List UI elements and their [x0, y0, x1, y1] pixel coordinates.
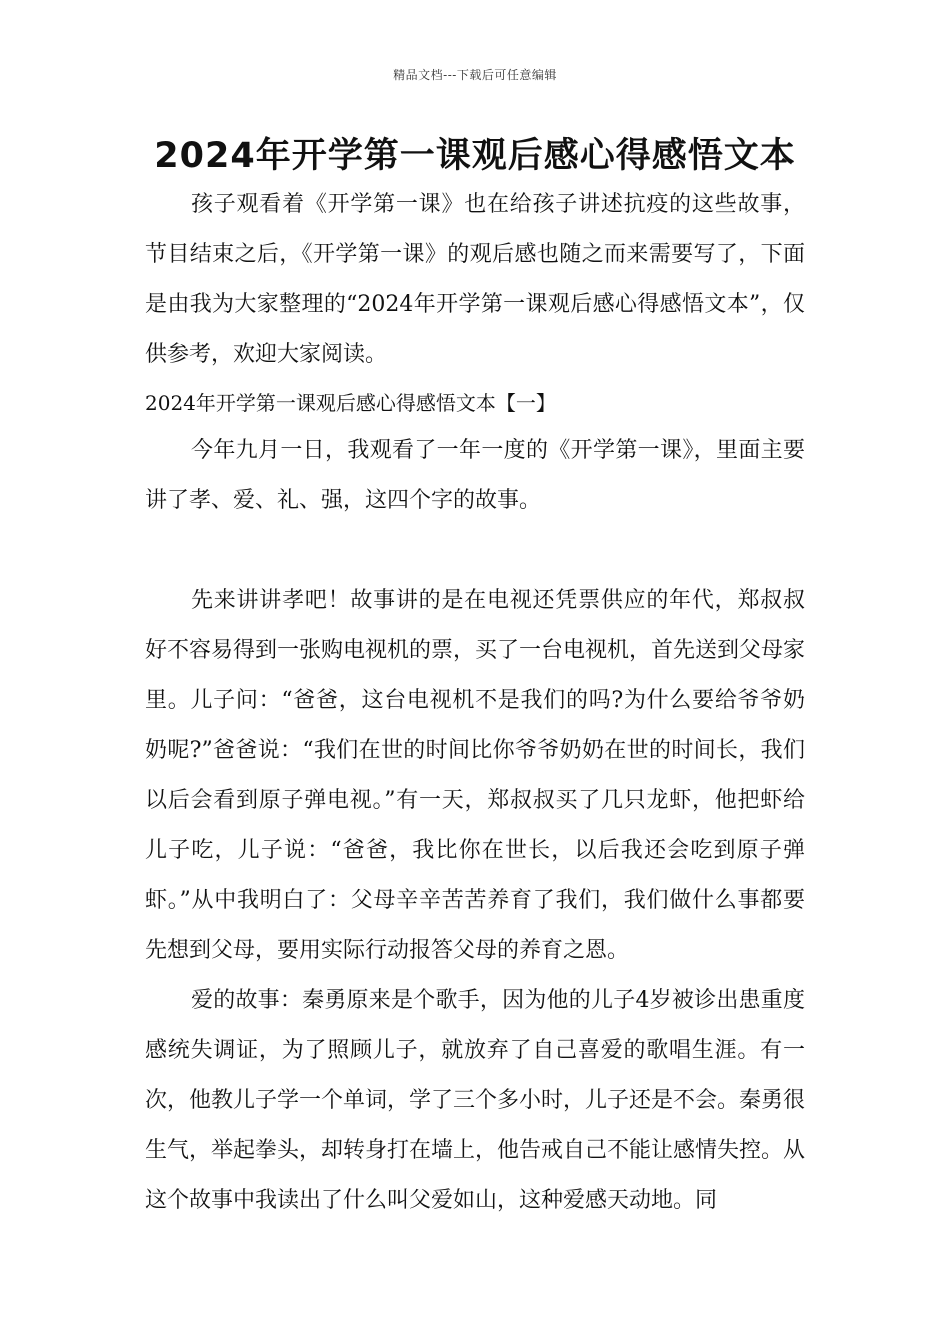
intro-paragraph: 孩子观看着《开学第一课》也在给孩子讲述抗疫的这些故事，节目结束之后，《开学第一课》的观后感也随之而来需要写了，下面是由我为大家整理的“2024年开学第一课观后感心得感悟文本”，仅供参考，欢迎大家阅读。: [145, 192, 805, 367]
body-paragraph-1: 今年九月一日，我观看了一年一度的《开学第一课》，里面主要讲了孝、爱、礼、强，这四个字的故事。: [145, 438, 805, 513]
header-note: 精品文档---下载后可任意编辑: [393, 68, 557, 82]
body-paragraph-3: 爱的故事：秦勇原来是个歌手，因为他的儿子4岁被诊出患重度感统失调证，为了照顾儿子，就放弃了自己喜爱的歌唱生涯。有一次，他教儿子学一个单词，学了三个多小时，儿子还是不会。秦勇很生气，举起拳头，却转身打在墙上，他告戒自己不能让感情失控。从这个故事中我读出了什么叫父爱如山，这种爱感天动地。同: [145, 988, 806, 1213]
section-heading: 2024年开学第一课观后感心得感悟文本【一】: [145, 391, 556, 415]
paragraph-spacer: [145, 526, 805, 576]
document-title: 2024年开学第一课观后感心得感悟文本: [154, 136, 796, 176]
document-body: [145, 180, 805, 1226]
body-paragraph-2: 先来讲讲孝吧！故事讲的是在电视还凭票供应的年代，郑叔叔好不容易得到一张购电视机的票，买了一台电视机，首先送到父母家里。儿子问：“爸爸，这台电视机不是我们的吗?为什么要给爷爷奶奶呢?”爸爸说：“我们在世的时间比你爷爷奶奶在世的时间长，我们以后会看到原子弹电视。”有一天，郑叔叔买了几只龙虾，他把虾给儿子吃，儿子说：“爸爸，我比你在世长，以后我还会吃到原子弹虾。”从中我明白了：父母辛辛苦苦养育了我们，我们做什么事都要先想到父母，要用实际行动报答父母的养育之恩。: [145, 588, 806, 963]
